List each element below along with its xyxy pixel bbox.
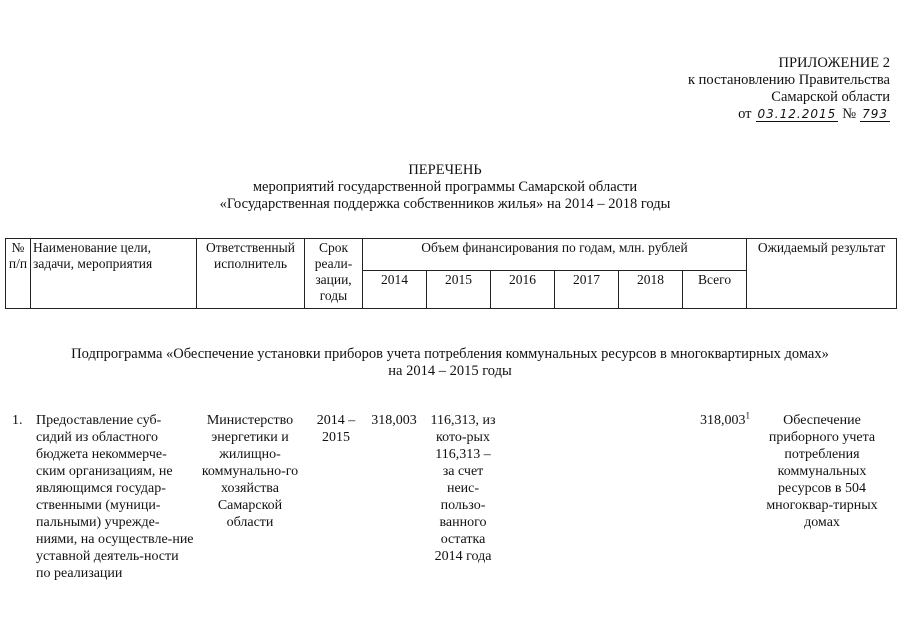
subprogram-period: на 2014 – 2015 годы (388, 363, 512, 379)
row-funding-2015: 116,313, из кото-рых 116,313 – за счет неис-пользо-ванного остатка 2014 года (430, 413, 496, 564)
row-activity-name: Предоставление суб-сидий из областного бюджета некоммерче-ским организациям, не являющимся государ-ственными (муници-пальными) учрежде-ниями, на осуществле-ние уставной деятель-ности по реализации (36, 413, 194, 581)
subprogram-name: Подпрограмма «Обеспечение установки приборов учета потребления коммунальных ресурсов в многоквартирных домах» (71, 346, 829, 362)
row-expected-result: Обеспечение приборного учета потребления коммунальных ресурсов в 504 многоквар-тирных домах (766, 413, 878, 530)
header-funding: Объем финансирования по годам, млн. рублей (363, 239, 747, 271)
appendix-region: Самарской области (771, 89, 890, 105)
header-result: Ожидаемый результат (747, 239, 897, 309)
document-title (180, 162, 710, 213)
row-term: 2014 – 2015 (316, 413, 356, 445)
title-subheading: мероприятий государственной программы Самарской области (252, 179, 638, 195)
row-funding-total (680, 412, 750, 429)
appendix-block (560, 55, 890, 123)
header-year-2016: 2016 (491, 271, 555, 309)
handwritten-date: 03.12.2015 (757, 107, 837, 121)
appendix-title: ПРИЛОЖЕНИЕ 2 (778, 55, 890, 71)
header-year-2017: 2017 (555, 271, 619, 309)
row-number: 1. (12, 413, 23, 428)
header-total: Всего (683, 271, 747, 309)
row-executor: Министерство энергетики и жилищно-коммунально-го хозяйства Самарской области (201, 413, 299, 530)
subprogram-title (20, 346, 880, 380)
header-num: № п/п (6, 239, 31, 309)
total-value: 318,003 (700, 413, 746, 428)
header-year-2015: 2015 (427, 271, 491, 309)
date-prefix: от (738, 106, 752, 122)
header-term: Срок реали-зации, годы (305, 239, 363, 309)
header-year-2018: 2018 (619, 271, 683, 309)
appendix-date-line (560, 106, 890, 123)
appendix-resolution: к постановлению Правительства (688, 72, 890, 88)
header-year-2014: 2014 (363, 271, 427, 309)
header-name: Наименование цели, задачи, мероприятия (31, 239, 197, 309)
number-prefix: № (842, 106, 857, 122)
table-header (5, 238, 897, 309)
footnote-marker: 1 (745, 410, 750, 421)
handwritten-number: 793 (862, 107, 888, 121)
title-heading: ПЕРЕЧЕНЬ (408, 162, 482, 178)
title-program-name: «Государственная поддержка собственников жилья» на 2014 – 2018 годы (219, 196, 671, 212)
row-funding-2014: 318,003 (371, 413, 417, 428)
header-executor: Ответственный исполнитель (197, 239, 305, 309)
